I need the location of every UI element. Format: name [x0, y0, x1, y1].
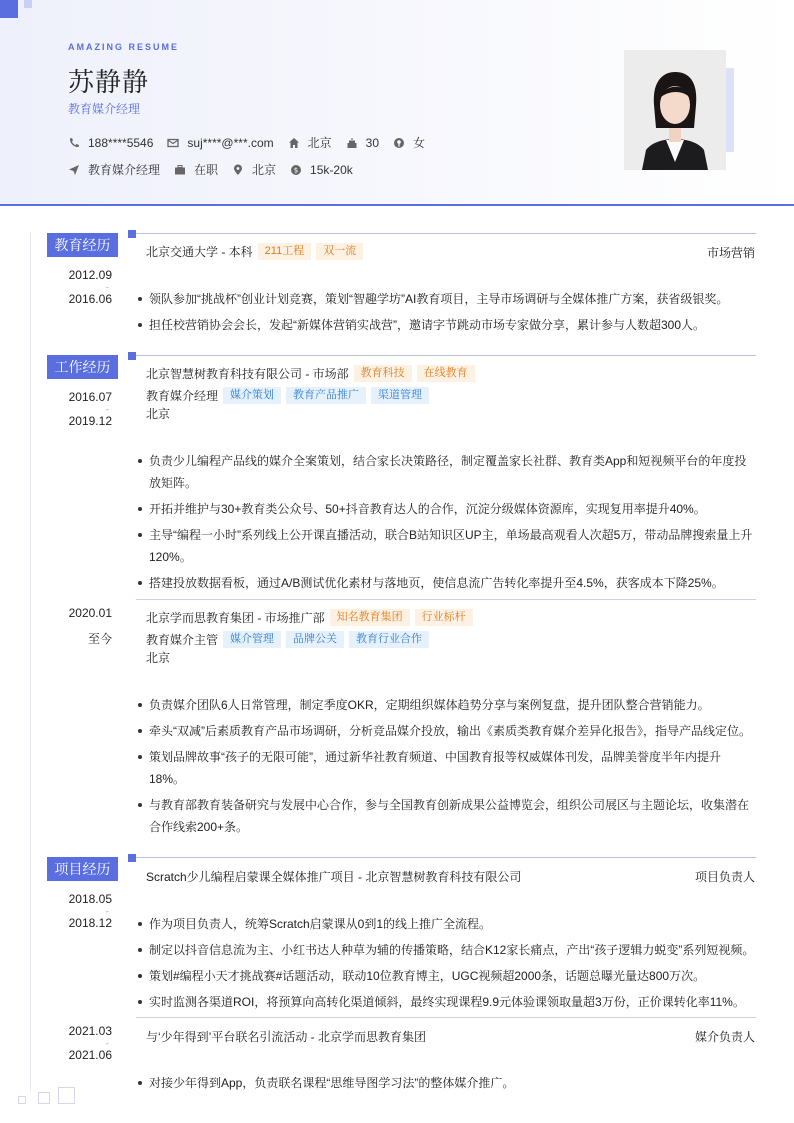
target-position-item [68, 161, 160, 178]
decor-square [0, 0, 18, 18]
list-item: 牵头“双减”后素质教育产品市场调研，分析竞品媒介投放，输出《素质类教育媒介差异化报告》，指导产品线定位。 [136, 720, 756, 742]
gender-text: 女 [413, 136, 426, 150]
company-tag: 教育科技 [354, 365, 412, 382]
mail-icon [167, 137, 179, 149]
section-title-projects: 项目经历 [47, 857, 118, 881]
skill-tag: 教育行业合作 [349, 631, 429, 648]
edu-end-date: 2016.06 [68, 292, 112, 306]
salary-item [290, 163, 353, 177]
candidate-title: 教育媒介经理 [68, 102, 141, 116]
age-item [346, 136, 379, 150]
company-tag: 行业标杆 [415, 609, 473, 626]
age-text: 30 [365, 135, 379, 150]
job-intent-row [68, 161, 367, 178]
decor-square [58, 1087, 75, 1104]
work1-location: 北京 [146, 407, 171, 421]
proj2-start-date: 2021.03 [68, 1024, 112, 1038]
list-item: 策划品牌故事“孩子的无限可能”，通过新华社教育频道、中国教育报等权威媒体刊发，品牌美誉度半年内提升18%。 [136, 746, 756, 790]
skill-tag: 品牌公关 [286, 631, 344, 648]
target-city-item [232, 161, 276, 178]
decor-square [18, 1096, 26, 1104]
edu-tag: 211工程 [258, 243, 312, 260]
work1-position-row [146, 387, 429, 404]
section-marker [128, 854, 136, 862]
date-separator: - [106, 283, 109, 292]
target-city-text: 北京 [252, 163, 277, 177]
skill-tag: 媒介管理 [223, 631, 281, 648]
cake-icon [346, 137, 358, 149]
status-text: 在职 [194, 163, 219, 177]
proj2-end-date: 2021.06 [68, 1048, 112, 1062]
list-item: 实时监测各渠道ROI，将预算向高转化渠道倾斜，最终实现课程9.9元体验课领取量超3万份，正价课转化率11%。 [136, 991, 756, 1013]
phone-text: 188****5546 [88, 135, 154, 150]
decor-square [38, 1092, 50, 1104]
section-divider [136, 355, 756, 356]
location-icon [232, 164, 244, 176]
list-item: 作为项目负责人，统筹Scratch启蒙课从0到1的线上推广全流程。 [136, 913, 756, 935]
work2-start-date: 2020.01 [68, 606, 112, 620]
work2-company: 北京学而思教育集团 - 市场推广部 [146, 611, 325, 625]
work2-position: 教育媒介主管 [146, 633, 219, 647]
work1-company: 北京智慧树教育科技有限公司 - 市场部 [146, 367, 349, 381]
company-tag: 在线教育 [417, 365, 475, 382]
resume-header [0, 0, 794, 206]
work1-start-date: 2016.07 [68, 390, 112, 404]
section-marker [128, 230, 136, 238]
list-item: 对接少年得到App，负责联名课程“思维导图学习法”的整体媒介推广。 [136, 1072, 756, 1094]
work1-bullets [136, 450, 756, 598]
edu-start-date: 2012.09 [68, 268, 112, 282]
phone-icon [68, 137, 80, 149]
work2-bullets [136, 694, 756, 842]
decor-square-small [24, 0, 32, 8]
gender-item [393, 134, 425, 151]
profile-photo [624, 50, 726, 170]
work2-position-row [146, 631, 429, 648]
proj1-end-date: 2018.12 [68, 916, 112, 930]
proj2-bullets [136, 1072, 756, 1098]
edu-tag: 双一流 [316, 243, 363, 260]
status-item [174, 161, 218, 178]
proj1-title: Scratch少儿编程启蒙课全媒体推广项目 - 北京智慧树教育科技有限公司 [146, 870, 522, 884]
work2-location: 北京 [146, 651, 171, 665]
proj2-role: 媒介负责人 [694, 1030, 755, 1044]
phone-item [68, 136, 153, 150]
list-item: 担任校营销协会会长，发起“新媒体营销实战营”，邀请字节跳动市场专家做分享，累计参与人数超300人。 [136, 314, 756, 336]
gender-icon [393, 137, 405, 149]
list-item: 领队参加“挑战杯”创业计划竞赛，策划“智趣学坊”AI教育项目，主导市场调研与全媒体推广方案，获省级银奖。 [136, 288, 756, 310]
entry-divider [136, 1017, 756, 1018]
date-separator: - [106, 1039, 109, 1048]
brand-label: AMAZING RESUME [68, 42, 179, 52]
skill-tag: 教育产品推广 [286, 387, 366, 404]
edu-bullets [136, 288, 756, 340]
home-icon [288, 137, 300, 149]
section-title-education: 教育经历 [47, 233, 118, 257]
list-item: 开拓并维护与30+教育类公众号、50+抖音教育达人的合作，沉淀分级媒体资源库，实现复用率提升40%。 [136, 498, 756, 520]
email-item [167, 136, 273, 150]
section-marker [128, 352, 136, 360]
skill-tag: 渠道管理 [371, 387, 429, 404]
list-item: 与教育部教育装备研究与发展中心合作，参与全国教育创新成果公益博览会，组织公司展区与主题论坛，收集潜在合作线索200+条。 [136, 794, 756, 838]
work2-company-row [146, 609, 473, 626]
timeline-line [30, 232, 31, 1092]
list-item: 负责少儿编程产品线的媒介全案策划，结合家长决策路径，制定覆盖家长社群、教育类App和短视频平台的年度投放矩阵。 [136, 450, 756, 494]
target-position-text: 教育媒介经理 [88, 163, 161, 177]
skill-tag: 媒介策划 [223, 387, 281, 404]
hometown-text: 北京 [307, 136, 332, 150]
date-separator: - [106, 907, 109, 916]
send-icon [68, 164, 80, 176]
contact-row [68, 134, 439, 151]
company-tag: 知名教育集团 [330, 609, 410, 626]
hometown-item [288, 134, 332, 151]
proj1-start-date: 2018.05 [68, 892, 112, 906]
list-item: 制定以抖音信息流为主、小红书达人种草为辅的传播策略，结合K12家长痛点，产出“孩子逻辑力蜕变”系列短视频。 [136, 939, 756, 961]
work1-company-row [146, 365, 475, 382]
date-separator: - [106, 405, 109, 414]
section-divider [136, 233, 756, 234]
svg-text:$: $ [293, 166, 299, 174]
proj1-role: 项目负责人 [694, 870, 755, 884]
edu-school-row [146, 243, 363, 260]
candidate-name: 苏静静 [68, 68, 150, 98]
proj2-title: 与‘少年得到’平台联名引流活动 - 北京学而思教育集团 [146, 1030, 426, 1044]
section-title-work: 工作经历 [47, 355, 118, 379]
work1-end-date: 2019.12 [68, 414, 112, 428]
entry-divider [136, 599, 756, 600]
edu-major: 市场营销 [706, 246, 755, 260]
edu-school: 北京交通大学 - 本科 [146, 245, 253, 259]
list-item: 负责媒介团队6人日常管理，制定季度OKR，定期组织媒体趋势分享与案例复盘，提升团队整合营销能力。 [136, 694, 756, 716]
list-item: 搭建投放数据看板，通过A/B测试优化素材与落地页，使信息流广告转化率提升至4.5%，获客成本下降25%。 [136, 572, 756, 594]
money-icon [290, 164, 302, 176]
section-divider [136, 857, 756, 858]
salary-text: 15k-20k [310, 162, 353, 177]
proj1-bullets [136, 913, 756, 1017]
list-item: 主导“编程一小时”系列线上公开课直播活动，联合B站知识区UP主，单场最高观看人次超5万，带动品牌搜索量上升120%。 [136, 524, 756, 568]
list-item: 策划#编程小天才挑战赛#话题活动，联动10位教育博主，UGC视频超2000条，话题总曝光量达800万次。 [136, 965, 756, 987]
work2-end-date: 至今 [87, 632, 112, 646]
email-text: suj****@***.com [187, 135, 274, 150]
work1-position: 教育媒介经理 [146, 389, 219, 403]
briefcase-icon [174, 164, 186, 176]
